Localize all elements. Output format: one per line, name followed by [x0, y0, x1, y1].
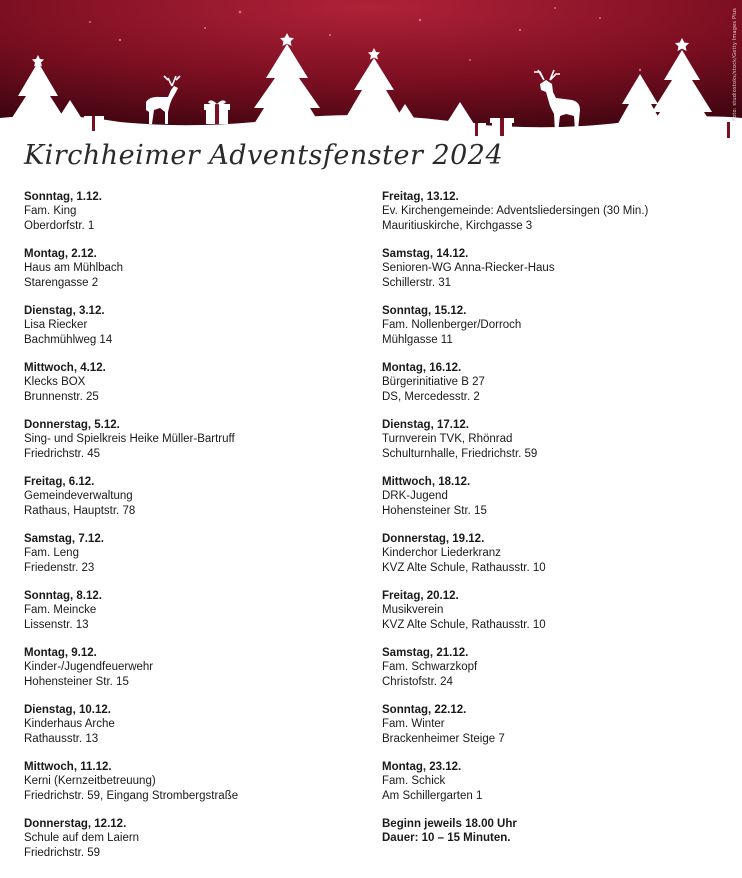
- list-item: [24, 589, 364, 646]
- schedule-left-column: [24, 190, 364, 874]
- list-item: [24, 304, 364, 361]
- entry-host: Sing- und Spielkreis Heike Müller-Bartruff: [24, 433, 235, 446]
- entry-address: Mauritiuskirche, Kirchgasse 3: [382, 219, 533, 232]
- entry-address: Oberdorfstr. 1: [24, 219, 95, 232]
- christmas-banner: [0, 0, 742, 145]
- list-item: [382, 760, 737, 817]
- entry-host: Fam. Winter: [382, 718, 445, 731]
- entry-day: Samstag, 7.12.: [24, 533, 104, 545]
- entry-host: Kinderchor Liederkranz: [382, 547, 501, 560]
- winter-scene-illustration: [0, 0, 742, 145]
- entry-day: Sonntag, 15.12.: [382, 305, 467, 317]
- entry-address: Bachmühlweg 14: [24, 333, 113, 346]
- entry-day: Dienstag, 17.12.: [382, 419, 469, 431]
- entry-address: Brackenheimer Steige 7: [382, 732, 505, 745]
- list-item: [24, 703, 364, 760]
- entry-address: Friedrichstr. 45: [24, 447, 101, 460]
- list-item: [382, 304, 737, 361]
- entry-address: Schillerstr. 31: [382, 276, 452, 289]
- entry-address: Christofstr. 24: [382, 675, 453, 688]
- entry-address: Brunnenstr. 25: [24, 390, 99, 403]
- entry-day: Sonntag, 22.12.: [382, 704, 467, 716]
- list-item: [24, 247, 364, 304]
- list-item: [382, 646, 737, 703]
- footer-note: [382, 817, 737, 846]
- entry-day: Sonntag, 1.12.: [24, 191, 102, 203]
- start-time: Beginn jeweils 18.00 Uhr: [382, 818, 517, 830]
- entry-day: Dienstag, 10.12.: [24, 704, 111, 716]
- entry-day: Mittwoch, 18.12.: [382, 476, 471, 488]
- entry-host: Fam. Leng: [24, 547, 79, 560]
- entry-day: Samstag, 21.12.: [382, 647, 469, 659]
- entry-day: Sonntag, 8.12.: [24, 590, 102, 602]
- entry-address: KVZ Alte Schule, Rathausstr. 10: [382, 561, 546, 574]
- list-item: [382, 190, 737, 247]
- list-item: [24, 418, 364, 475]
- entry-host: Gemeindeverwaltung: [24, 490, 133, 503]
- list-item: [24, 532, 364, 589]
- entry-host: Bürgerinitiative B 27: [382, 376, 485, 389]
- entry-host: Kinderhaus Arche: [24, 718, 115, 731]
- entry-day: Freitag, 13.12.: [382, 191, 459, 203]
- list-item: [382, 703, 737, 760]
- entry-day: Freitag, 6.12.: [24, 476, 95, 488]
- entry-day: Montag, 23.12.: [382, 761, 462, 773]
- entry-host: Lisa Riecker: [24, 319, 88, 332]
- entry-host: Senioren-WG Anna-Riecker-Haus: [382, 262, 555, 275]
- entry-day: Montag, 9.12.: [24, 647, 97, 659]
- entry-day: Donnerstag, 19.12.: [382, 533, 485, 545]
- entry-host: Fam. Nollenberger/Dorroch: [382, 319, 522, 332]
- entry-address: Starengasse 2: [24, 276, 99, 289]
- entry-host: Fam. King: [24, 205, 77, 218]
- entry-host: Fam. Schick: [382, 775, 446, 788]
- entry-day: Donnerstag, 12.12.: [24, 818, 127, 830]
- list-item: [24, 760, 364, 817]
- entry-host: Fam. Schwarzkopf: [382, 661, 478, 674]
- entry-address: Friedenstr. 23: [24, 561, 95, 574]
- entry-address: Am Schillergarten 1: [382, 789, 483, 802]
- entry-address: Friedrichstr. 59, Eingang Strombergstraße: [24, 789, 239, 802]
- list-item: [382, 589, 737, 646]
- entry-address: KVZ Alte Schule, Rathausstr. 10: [382, 618, 546, 631]
- page-title: Kirchheimer Adventsfenster 2024: [24, 140, 504, 171]
- list-item: [24, 817, 364, 874]
- entry-host: Kinder-/Jugendfeuerwehr: [24, 661, 154, 674]
- entry-day: Montag, 2.12.: [24, 248, 97, 260]
- entry-host: Turnverein TVK, Rhönrad: [382, 433, 513, 446]
- entry-host: Klecks BOX: [24, 376, 86, 389]
- entry-host: Haus am Mühlbach: [24, 262, 124, 275]
- entry-address: DS, Mercedesstr. 2: [382, 390, 480, 403]
- entry-day: Freitag, 20.12.: [382, 590, 459, 602]
- entry-address: Hohensteiner Str. 15: [24, 675, 129, 688]
- entry-day: Samstag, 14.12.: [382, 248, 469, 260]
- entry-host: Schule auf dem Laiern: [24, 832, 140, 845]
- entry-host: DRK-Jugend: [382, 490, 448, 503]
- list-item: [24, 190, 364, 247]
- entry-day: Dienstag, 3.12.: [24, 305, 105, 317]
- list-item: [382, 532, 737, 589]
- list-item: [24, 475, 364, 532]
- entry-address: Rathaus, Hauptstr. 78: [24, 504, 136, 517]
- entry-day: Donnerstag, 5.12.: [24, 419, 120, 431]
- entry-address: Rathausstr. 13: [24, 732, 99, 745]
- entry-host: Musikverein: [382, 604, 444, 617]
- list-item: [382, 475, 737, 532]
- list-item: [24, 646, 364, 703]
- entry-address: Hohensteiner Str. 15: [382, 504, 487, 517]
- entry-address: Friedrichstr. 59: [24, 846, 101, 859]
- photo-credit: Foto: studiostoks/stock/Getty Images Plus: [732, 8, 738, 121]
- list-item: [24, 361, 364, 418]
- entry-host: Ev. Kirchengemeinde: Adventsliedersingen (30 Min.): [382, 205, 649, 218]
- list-item: [382, 418, 737, 475]
- entry-day: Mittwoch, 11.12.: [24, 761, 112, 773]
- entry-address: Lissenstr. 13: [24, 618, 89, 631]
- entry-day: Montag, 16.12.: [382, 362, 462, 374]
- entry-host: Kerni (Kernzeitbetreuung): [24, 775, 156, 788]
- list-item: [382, 247, 737, 304]
- entry-address: Schulturnhalle, Friedrichstr. 59: [382, 447, 538, 460]
- duration: Dauer: 10 – 15 Minuten.: [382, 832, 511, 845]
- schedule-right-column: [382, 190, 737, 846]
- entry-host: Fam. Meincke: [24, 604, 97, 617]
- list-item: [382, 361, 737, 418]
- entry-address: Mühlgasse 11: [382, 333, 453, 346]
- entry-day: Mittwoch, 4.12.: [24, 362, 106, 374]
